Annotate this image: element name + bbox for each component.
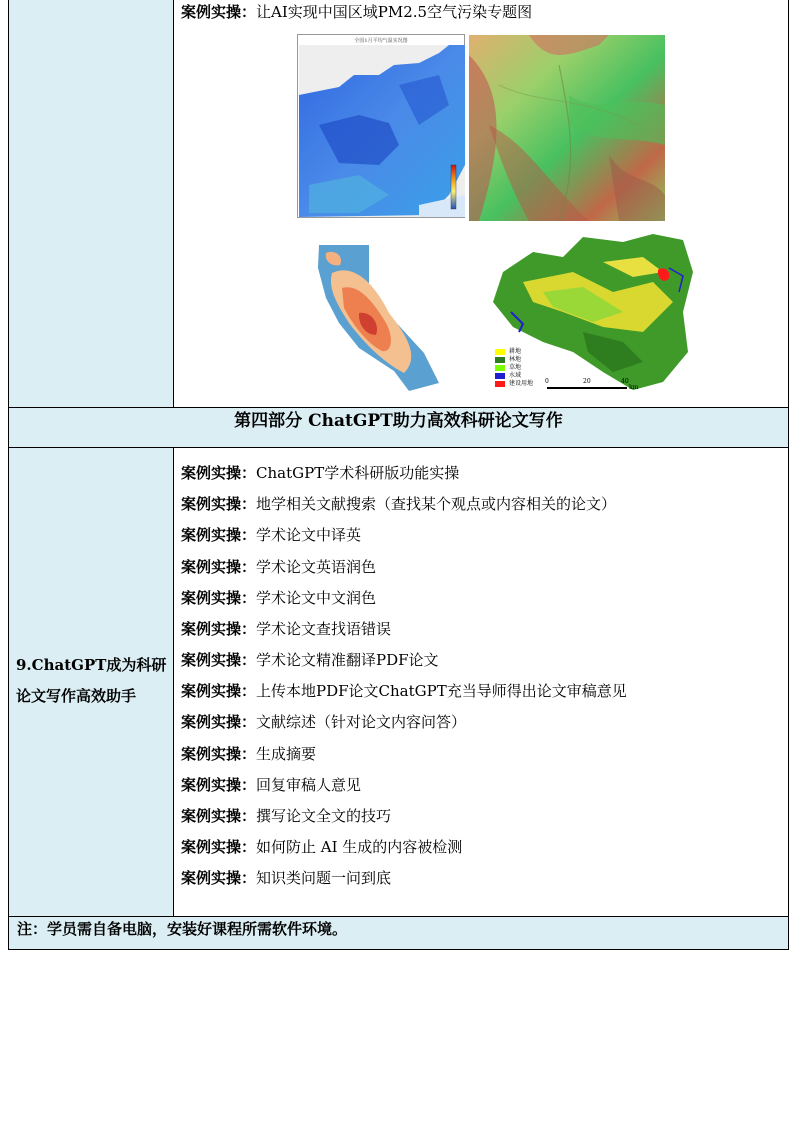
list-item: 案例实操：如何防止 AI 生成的内容被检测 [181,838,463,856]
legend-swatch [495,357,505,363]
list-item: 案例实操：上传本地PDF论文ChatGPT充当导师得出论文审稿意见 [181,682,627,700]
pm25-map-title: 全国1月平均气温实况图 [354,38,408,44]
section-4-header [8,408,789,447]
legend-swatch [495,381,505,387]
list-item: 案例实操：ChatGPT学术科研版功能实操 [181,464,460,482]
pm25-map-image [299,45,465,217]
legend-item: 水域 [495,372,533,380]
scale-tick-20: 20 [583,378,591,385]
scale-bar-line [547,387,627,389]
legend-item: 林地 [495,356,533,364]
left-cell-top [8,0,174,407]
table-bottom-border [8,949,789,950]
list-item: 案例实操：知识类问题一问到底 [181,869,392,887]
legend-item: 耕地 [495,348,533,356]
legend-item: 建设用地 [495,380,533,388]
list-item: 案例实操：生成摘要 [181,745,317,763]
list-item: 案例实操：学术论文英语润色 [181,558,377,576]
chapter-9-title: 9.ChatGPT成为科研 论文写作高效助手 [16,656,167,705]
section-4-title: 第四部分 ChatGPT助力高效科研论文写作 [234,411,563,431]
list-item: 案例实操：回复审稿人意见 [181,776,362,794]
list-item: 案例实操：文献综述（针对论文内容问答） [181,713,467,731]
california-interpolation-figure [314,243,444,393]
note-text: 注：学员需自备电脑，安装好课程所需软件环境。 [17,920,348,938]
list-item: 案例实操：学术论文中文润色 [181,589,377,607]
legend-swatch [495,373,505,379]
legend-item: 草地 [495,364,533,372]
note-row [8,917,789,949]
scale-tick-0: 0 [545,378,549,385]
pm25-map-figure [297,34,465,218]
list-item: 案例实操：撰写论文全文的技巧 [181,807,392,825]
list-item: 案例实操：学术论文中译英 [181,526,362,544]
scale-unit: km [629,384,639,391]
landuse-legend [495,348,533,388]
list-item: 案例实操：学术论文查找语错误 [181,620,392,638]
top-case-line: 案例实操：让AI实现中国区域PM2.5空气污染专题图 [181,3,533,21]
legend-swatch [495,365,505,371]
list-item: 案例实操：地学相关文献搜索（查找某个观点或内容相关的论文） [181,495,617,513]
landuse-map-figure [483,232,695,394]
legend-swatch [495,349,505,355]
dem-terrain-figure [469,35,665,221]
scale-tick-40: 40 [621,378,629,385]
list-item: 案例实操：学术论文精准翻译PDF论文 [181,651,439,669]
